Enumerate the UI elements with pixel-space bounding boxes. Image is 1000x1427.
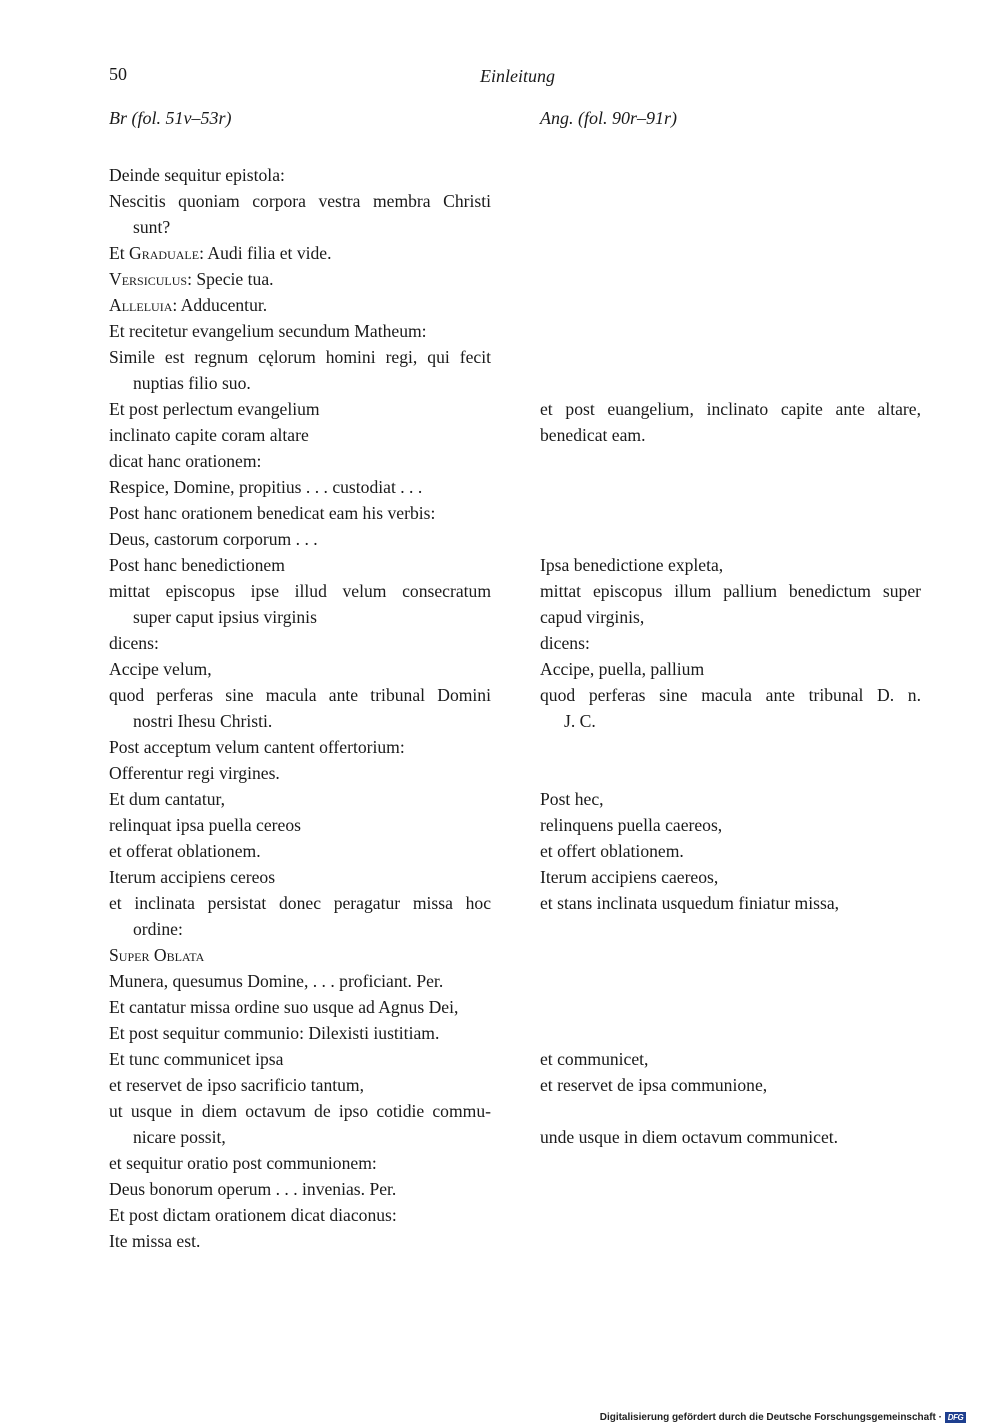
text-line: Accipe, puella, pallium xyxy=(540,659,705,679)
right-column-text xyxy=(540,162,921,1150)
text-line: Et recitetur evangelium secundum Matheum: xyxy=(109,321,427,341)
text-line: et reservet de ipso sacrificio tantum, xyxy=(109,1075,365,1095)
text-line: relinquat ipsa puella cereos xyxy=(109,815,301,835)
text-line: et sequitur oratio post communionem: xyxy=(109,1153,377,1173)
text-line: unde usque in diem octavum communicet. xyxy=(540,1127,839,1147)
text-line: et stans inclinata usquedum finiatur missa, xyxy=(540,893,840,913)
text-line: Et cantatur missa ordine suo usque ad Agnus Dei, xyxy=(109,997,459,1017)
text-line: Et tunc communicet ipsa xyxy=(109,1049,284,1069)
right-source-heading: Ang. (fol. 90r–91r) xyxy=(540,108,677,128)
text-line: quod perferas sine macula ante tribunal Domini xyxy=(109,685,491,705)
text-line: Post hanc benedictionem xyxy=(109,555,285,575)
text-line: J. C. xyxy=(564,711,596,731)
text-line: et inclinata persistat donec peragatur missa hoc xyxy=(109,893,491,913)
text-line: Iterum accipiens caereos, xyxy=(540,867,719,887)
rubric-super-oblata: Super Oblata xyxy=(109,945,205,965)
text-line: Et post dictam orationem dicat diaconus: xyxy=(109,1205,397,1225)
rubric-versiculus: Versiculus xyxy=(109,269,188,289)
credit-text: Digitalisierung gefördert durch die Deutsche Forschungsgemeinschaft · xyxy=(599,1412,942,1423)
text-line: Post acceptum velum cantent offertorium: xyxy=(109,737,405,757)
text-line: Nescitis quoniam corpora vestra membra Christi xyxy=(109,191,491,211)
text-fragment: Et xyxy=(109,243,125,263)
text-line: ordine: xyxy=(133,919,183,939)
text-line: Accipe velum, xyxy=(109,659,212,679)
text-line: relinquens puella caereos, xyxy=(540,815,723,835)
text-line: Et dum cantatur, xyxy=(109,789,226,809)
text-line: et communicet, xyxy=(540,1049,649,1069)
text-fragment: : Specie tua. xyxy=(187,269,274,289)
text-line: nostri Ihesu Christi. xyxy=(133,711,273,731)
text-line: quod perferas sine macula ante tribunal D. n. xyxy=(540,685,921,705)
text-line: Ite missa est. xyxy=(109,1231,201,1251)
text-line: et offerat oblationem. xyxy=(109,841,261,861)
text-line: super caput ipsius virginis xyxy=(133,607,317,627)
text-line: dicat hanc orationem: xyxy=(109,451,262,471)
left-source-heading: Br (fol. 51v–53r) xyxy=(109,108,232,128)
rubric-graduale: Graduale xyxy=(129,243,200,263)
digitization-credit xyxy=(600,1412,966,1423)
text-line: Deus, castorum corporum . . . xyxy=(109,529,318,549)
text-line: ut usque in diem octavum de ipso cotidie commu- xyxy=(109,1101,491,1121)
left-column-text xyxy=(109,162,491,1254)
text-line: Iterum accipiens cereos xyxy=(109,867,276,887)
text-fragment: : Adducentur. xyxy=(172,295,268,315)
running-title: Einleitung xyxy=(480,66,555,86)
page-number: 50 xyxy=(109,64,127,84)
text-line xyxy=(109,240,491,266)
text-line: dicens: xyxy=(109,633,159,653)
text-line: Deus bonorum operum . . . invenias. Per. xyxy=(109,1179,397,1199)
text-line: Ipsa benedictione expleta, xyxy=(540,555,724,575)
text-line: Deinde sequitur epistola: xyxy=(109,165,285,185)
text-line: nuptias filio suo. xyxy=(133,373,251,393)
text-fragment: : Audi filia et vide. xyxy=(199,243,332,263)
text-line: Post hec, xyxy=(540,789,604,809)
text-line xyxy=(109,266,491,292)
text-line: et offert oblationem. xyxy=(540,841,684,861)
text-line: Simile est regnum cęlorum homini regi, qui fecit xyxy=(109,347,491,367)
text-line: et post euangelium, inclinato capite ante altare, xyxy=(540,399,921,419)
text-line: capud virginis, xyxy=(540,607,645,627)
text-line: Et post perlectum evangelium xyxy=(109,399,320,419)
text-line: mittat episcopus illum pallium benedictum super xyxy=(540,581,921,601)
text-line: et reservet de ipsa communione, xyxy=(540,1075,768,1095)
text-line: inclinato capite coram altare xyxy=(109,425,309,445)
text-line xyxy=(109,292,491,318)
text-line: Munera, quesumus Domine, . . . proficiant. Per. xyxy=(109,971,444,991)
dfg-logo: DFG xyxy=(945,1412,966,1423)
text-line: mittat episcopus ipse illud velum consecratum xyxy=(109,581,491,601)
text-line: dicens: xyxy=(540,633,590,653)
text-line: sunt? xyxy=(133,217,171,237)
text-line: benedicat eam. xyxy=(540,425,646,445)
text-line: Respice, Domine, propitius . . . custodiat . . . xyxy=(109,477,423,497)
text-line: nicare possit, xyxy=(133,1127,226,1147)
rubric-alleluia: Alleluia xyxy=(109,295,173,315)
text-line: Offerentur regi virgines. xyxy=(109,763,280,783)
text-line: Et post sequitur communio: Dilexisti iustitiam. xyxy=(109,1023,440,1043)
text-line: Post hanc orationem benedicat eam his verbis: xyxy=(109,503,436,523)
